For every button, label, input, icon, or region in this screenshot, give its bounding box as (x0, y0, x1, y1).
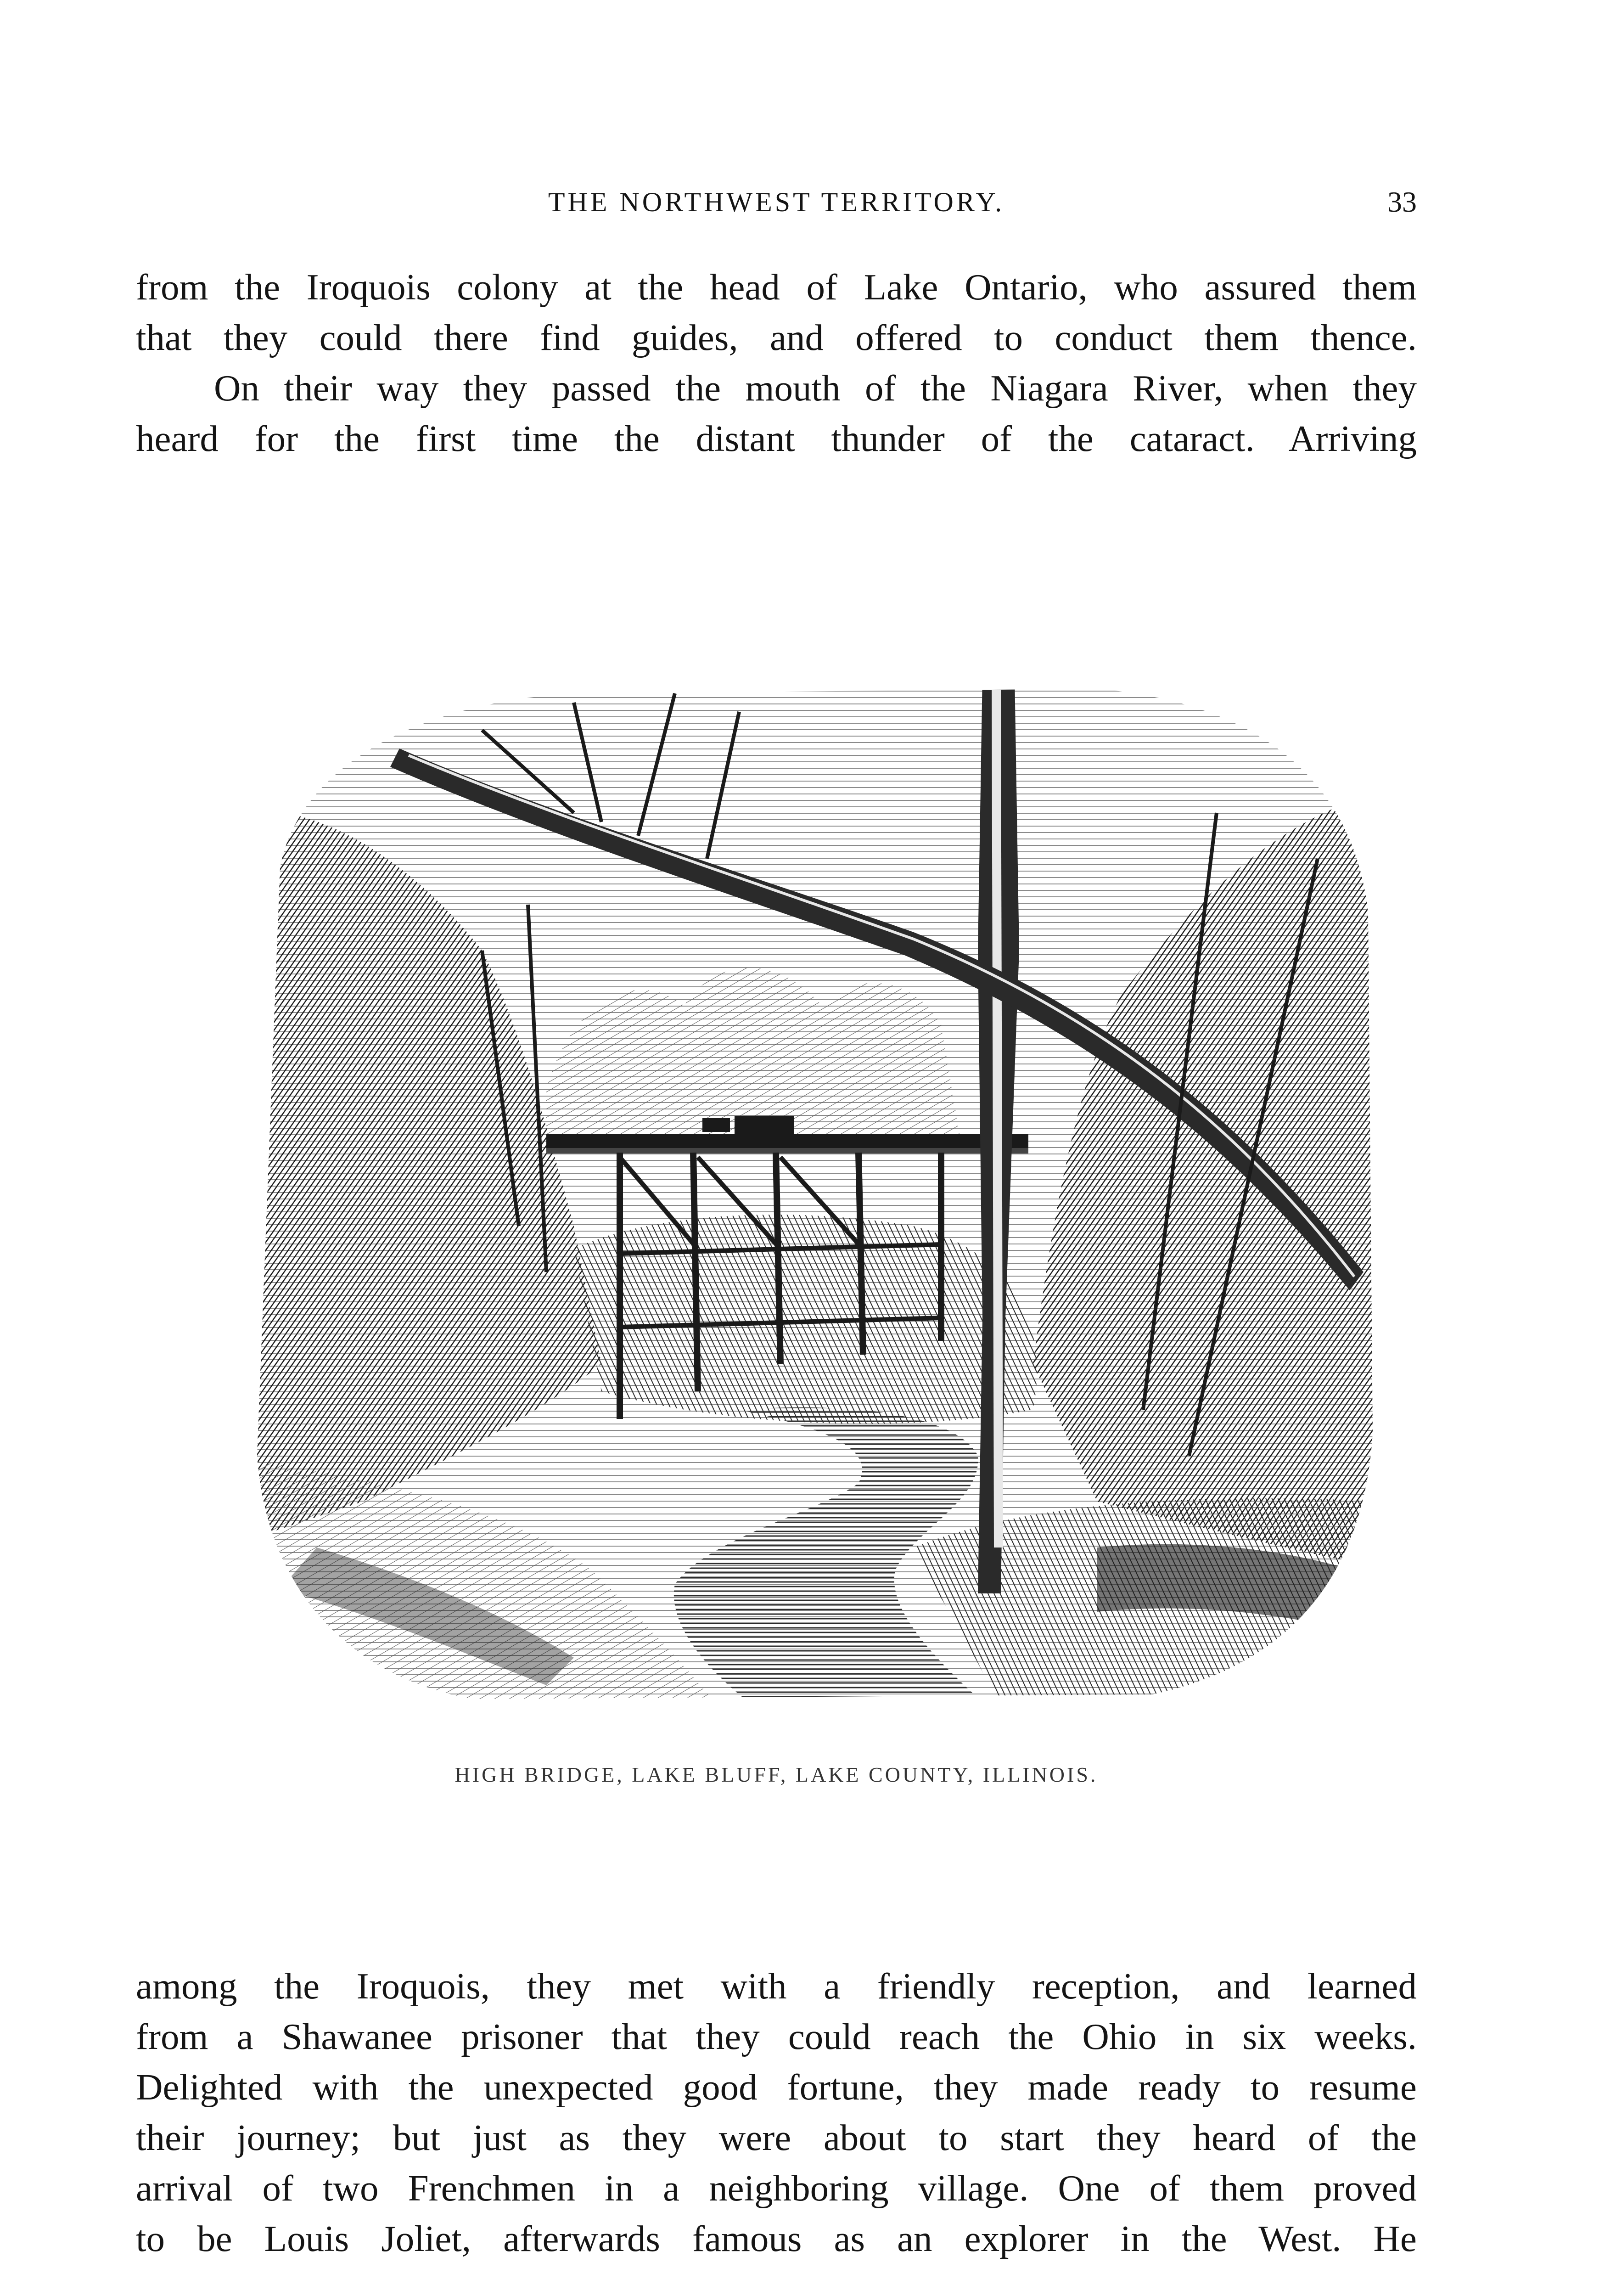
top-paragraphs (136, 262, 1417, 464)
illustration-caption: HIGH BRIDGE, LAKE BLUFF, LAKE COUNTY, ILLINOIS. (454, 1763, 1098, 1786)
text-line: arrival of two Frenchmen in a neighboring village. One of them proved (136, 2167, 1417, 2209)
text-line: heard for the first time the distant thunder of the cataract. Arriving (136, 418, 1417, 459)
text-line: Delighted with the unexpected good fortune, they made ready to resume (136, 2066, 1417, 2108)
bottom-paragraph (136, 1961, 1417, 2264)
text-line: to be Louis Joliet, afterwards famous as an explorer in the West. He (136, 2218, 1417, 2259)
engraving-high-bridge (225, 675, 1391, 1722)
page-number: 33 (1387, 186, 1417, 218)
text-line: from a Shawanee prisoner that they could reach the Ohio in six weeks. (136, 2016, 1417, 2057)
text-line: that they could there find guides, and offered to conduct them thence. (136, 317, 1417, 358)
text-line: from the Iroquois colony at the head of Lake Ontario, who assured them (136, 266, 1417, 308)
text-line: On their way they passed the mouth of the Niagara River, when they (214, 367, 1417, 409)
running-head: THE NORTHWEST TERRITORY. (548, 187, 1005, 217)
text-line: their journey; but just as they were about to start they heard of the (136, 2117, 1417, 2158)
page-header (136, 181, 1417, 223)
text-line: among the Iroquois, they met with a friendly reception, and learned (136, 1965, 1417, 2007)
